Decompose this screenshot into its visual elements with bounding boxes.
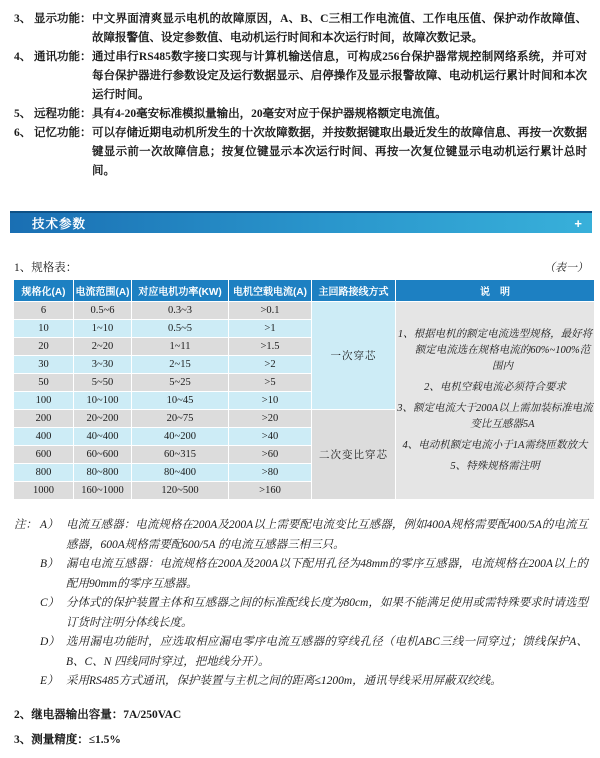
table-cell: 160~1000 [74,482,131,499]
table-cell: 60~315 [132,446,228,463]
table-row [14,302,594,319]
column-header: 说 明 [396,280,594,301]
feature-number: 6、 [14,127,32,139]
table-cell: >40 [229,428,311,445]
feature-item [14,10,587,48]
table-cell: 3~30 [74,356,131,373]
remark-item [40,594,588,633]
table-cell: 1~10 [74,320,131,337]
remarks-prefix: 注： [14,519,37,531]
table-cell: 5~50 [74,374,131,391]
table-cell: 20~200 [74,410,131,427]
table-cell: 800 [14,464,73,481]
spec-heading-row [14,251,588,275]
table-cell: 1000 [14,482,73,499]
table-cell: 200 [14,410,73,427]
remark-text: 漏电电流互感器：电流规格在200A及200A以下配用孔径为48mm的零序互感器，电流规格在200A以上的配用90mm的零序互感器。 [66,558,588,590]
table-cell: 2~20 [74,338,131,355]
section-header-bar [10,211,592,233]
remark-text: 选用漏电功能时，应选取相应漏电零序电流互感器的穿线孔径（电机ABC三线一同穿过；馈线保护A、B、C、N 四线同时穿过，把地线分开）。 [66,636,588,668]
note-item: 5、特殊规格需注明 [450,460,540,472]
table-cell: >80 [229,464,311,481]
note-item: 1、根据电机的额定电流选型规格，最好将额定电流选在规格电流的60%~100%范围内 [397,328,593,372]
remark-item [40,633,588,672]
table-cell: 0.3~3 [132,302,228,319]
column-header: 电流范围(A) [74,280,131,301]
table-cell: 10~45 [132,392,228,409]
table-cell: 600 [14,446,73,463]
remark-item [40,555,588,594]
expand-plus-icon[interactable]: + [574,215,582,231]
table-cell: 100 [14,392,73,409]
table-cell: 10~100 [74,392,131,409]
notes-cell [396,302,594,499]
section-title: 技术参数 [32,217,87,231]
relay-output-line: 2、继电器输出容量：7A/250VAC [14,708,182,721]
table-cell: 20 [14,338,73,355]
remark-tag: D） [40,636,60,648]
table-cell: 2~15 [132,356,228,373]
feature-label: 远程功能： [34,108,92,120]
remark-text: 分体式的保护装置主体和互感器之间的标准配线长度为80cm，如果不能满足使用或需特殊要求时请选型订货时注明分体线长度。 [66,597,588,629]
feature-label: 显示功能： [34,13,92,25]
feature-list [0,0,600,181]
feature-label: 记忆功能： [34,127,92,139]
table-cell: 10 [14,320,73,337]
table-cell: >160 [229,482,311,499]
footer-lines [14,706,586,747]
remarks-block [14,516,588,692]
spec-table-body [14,302,594,499]
table-cell: >0.1 [229,302,311,319]
wiring-mode-cell: 一次穿芯 [312,302,395,409]
remark-tag: E） [40,675,59,687]
table-cell: >2 [229,356,311,373]
table-cell: 30 [14,356,73,373]
feature-text: 可以存储近期电动机所发生的十次故障数据，并按数据键取出最近发生的故障信息、再按一次数据键显示前一次故障信息；按复位键显示本次运行时间、再按一次复位键显示电动机运行累计总时间。 [92,127,587,177]
table-cell: 1~11 [132,338,228,355]
table-cell: 80~400 [132,464,228,481]
table-number-label: （表一） [544,262,588,274]
table-cell: 0.5~6 [74,302,131,319]
note-item: 2、电机空载电流必须符合要求 [424,381,566,393]
table-cell: 6 [14,302,73,319]
table-cell: 40~400 [74,428,131,445]
feature-label: 通讯功能： [34,51,92,63]
feature-item [14,105,587,124]
feature-text: 通过串行RS485数字接口实现与计算机输送信息，可构成256台保护器常规控制网络系统，并可对每台保护器进行参数设定及运行数据显示、启停操作及显示报警故障、电动机运行累计时间和本次运行时间。 [92,51,587,101]
feature-text: 中文界面清爽显示电机的故障原因，A、B、C三相工作电流值、工作电压值、保护动作故障值、故障报警值、设定参数值、电动机运行时间和本次运行时间，故障次数记录。 [92,13,587,44]
remark-item [40,672,588,692]
wiring-mode-cell: 二次变比穿芯 [312,410,395,499]
table-cell: >5 [229,374,311,391]
remark-tag: C） [40,597,60,609]
table-cell: 120~500 [132,482,228,499]
table-cell: 60~600 [74,446,131,463]
measurement-precision-line: 3、测量精度：≤1.5% [14,733,121,746]
table-cell: 20~75 [132,410,228,427]
table-cell: 80~800 [74,464,131,481]
table-cell: >1 [229,320,311,337]
spec-table [13,279,595,500]
column-header: 对应电机功率(KW) [132,280,228,301]
table-cell: >20 [229,410,311,427]
table-cell: >1.5 [229,338,311,355]
remark-text: 采用RS485方式通讯，保护装置与主机之间的距离≤1200m，通讯导线采用屏蔽双绞线。 [66,675,502,687]
feature-number: 4、 [14,51,32,63]
remark-item [40,516,588,555]
note-item: 4、电动机额定电流小于1A需绕匝数放大 [402,439,588,451]
remarks-list [40,516,588,692]
feature-number: 3、 [14,13,32,25]
feature-number: 5、 [14,108,32,120]
remark-text: 电流互感器：电流规格在200A及200A以上需要配电流变比互感器，例如400A规格需要配400/5A的电流互感器，600A规格需要配600/5A 的电流互感器三相三只。 [66,519,588,551]
feature-item [14,48,587,105]
feature-text: 具有4-20毫安标准模拟量输出，20毫安对应于保护器规格额定电流值。 [92,108,447,120]
table-cell: 0.5~5 [132,320,228,337]
table-cell: 40~200 [132,428,228,445]
column-header: 主回路接线方式 [312,280,395,301]
table-cell: >10 [229,392,311,409]
column-header: 规格化(A) [14,280,73,301]
remark-tag: B） [40,558,59,570]
table-cell: 400 [14,428,73,445]
table-cell: 5~25 [132,374,228,391]
spec-table-heading: 1、规格表： [14,262,78,274]
remark-tag: A） [40,519,59,531]
spec-table-header-row [14,280,594,301]
feature-item [14,124,587,181]
column-header: 电机空载电流(A) [229,280,311,301]
note-item: 3、额定电流大于200A以上需加装标准电流变比互感器5A [397,402,593,430]
table-cell: >60 [229,446,311,463]
table-cell: 50 [14,374,73,391]
